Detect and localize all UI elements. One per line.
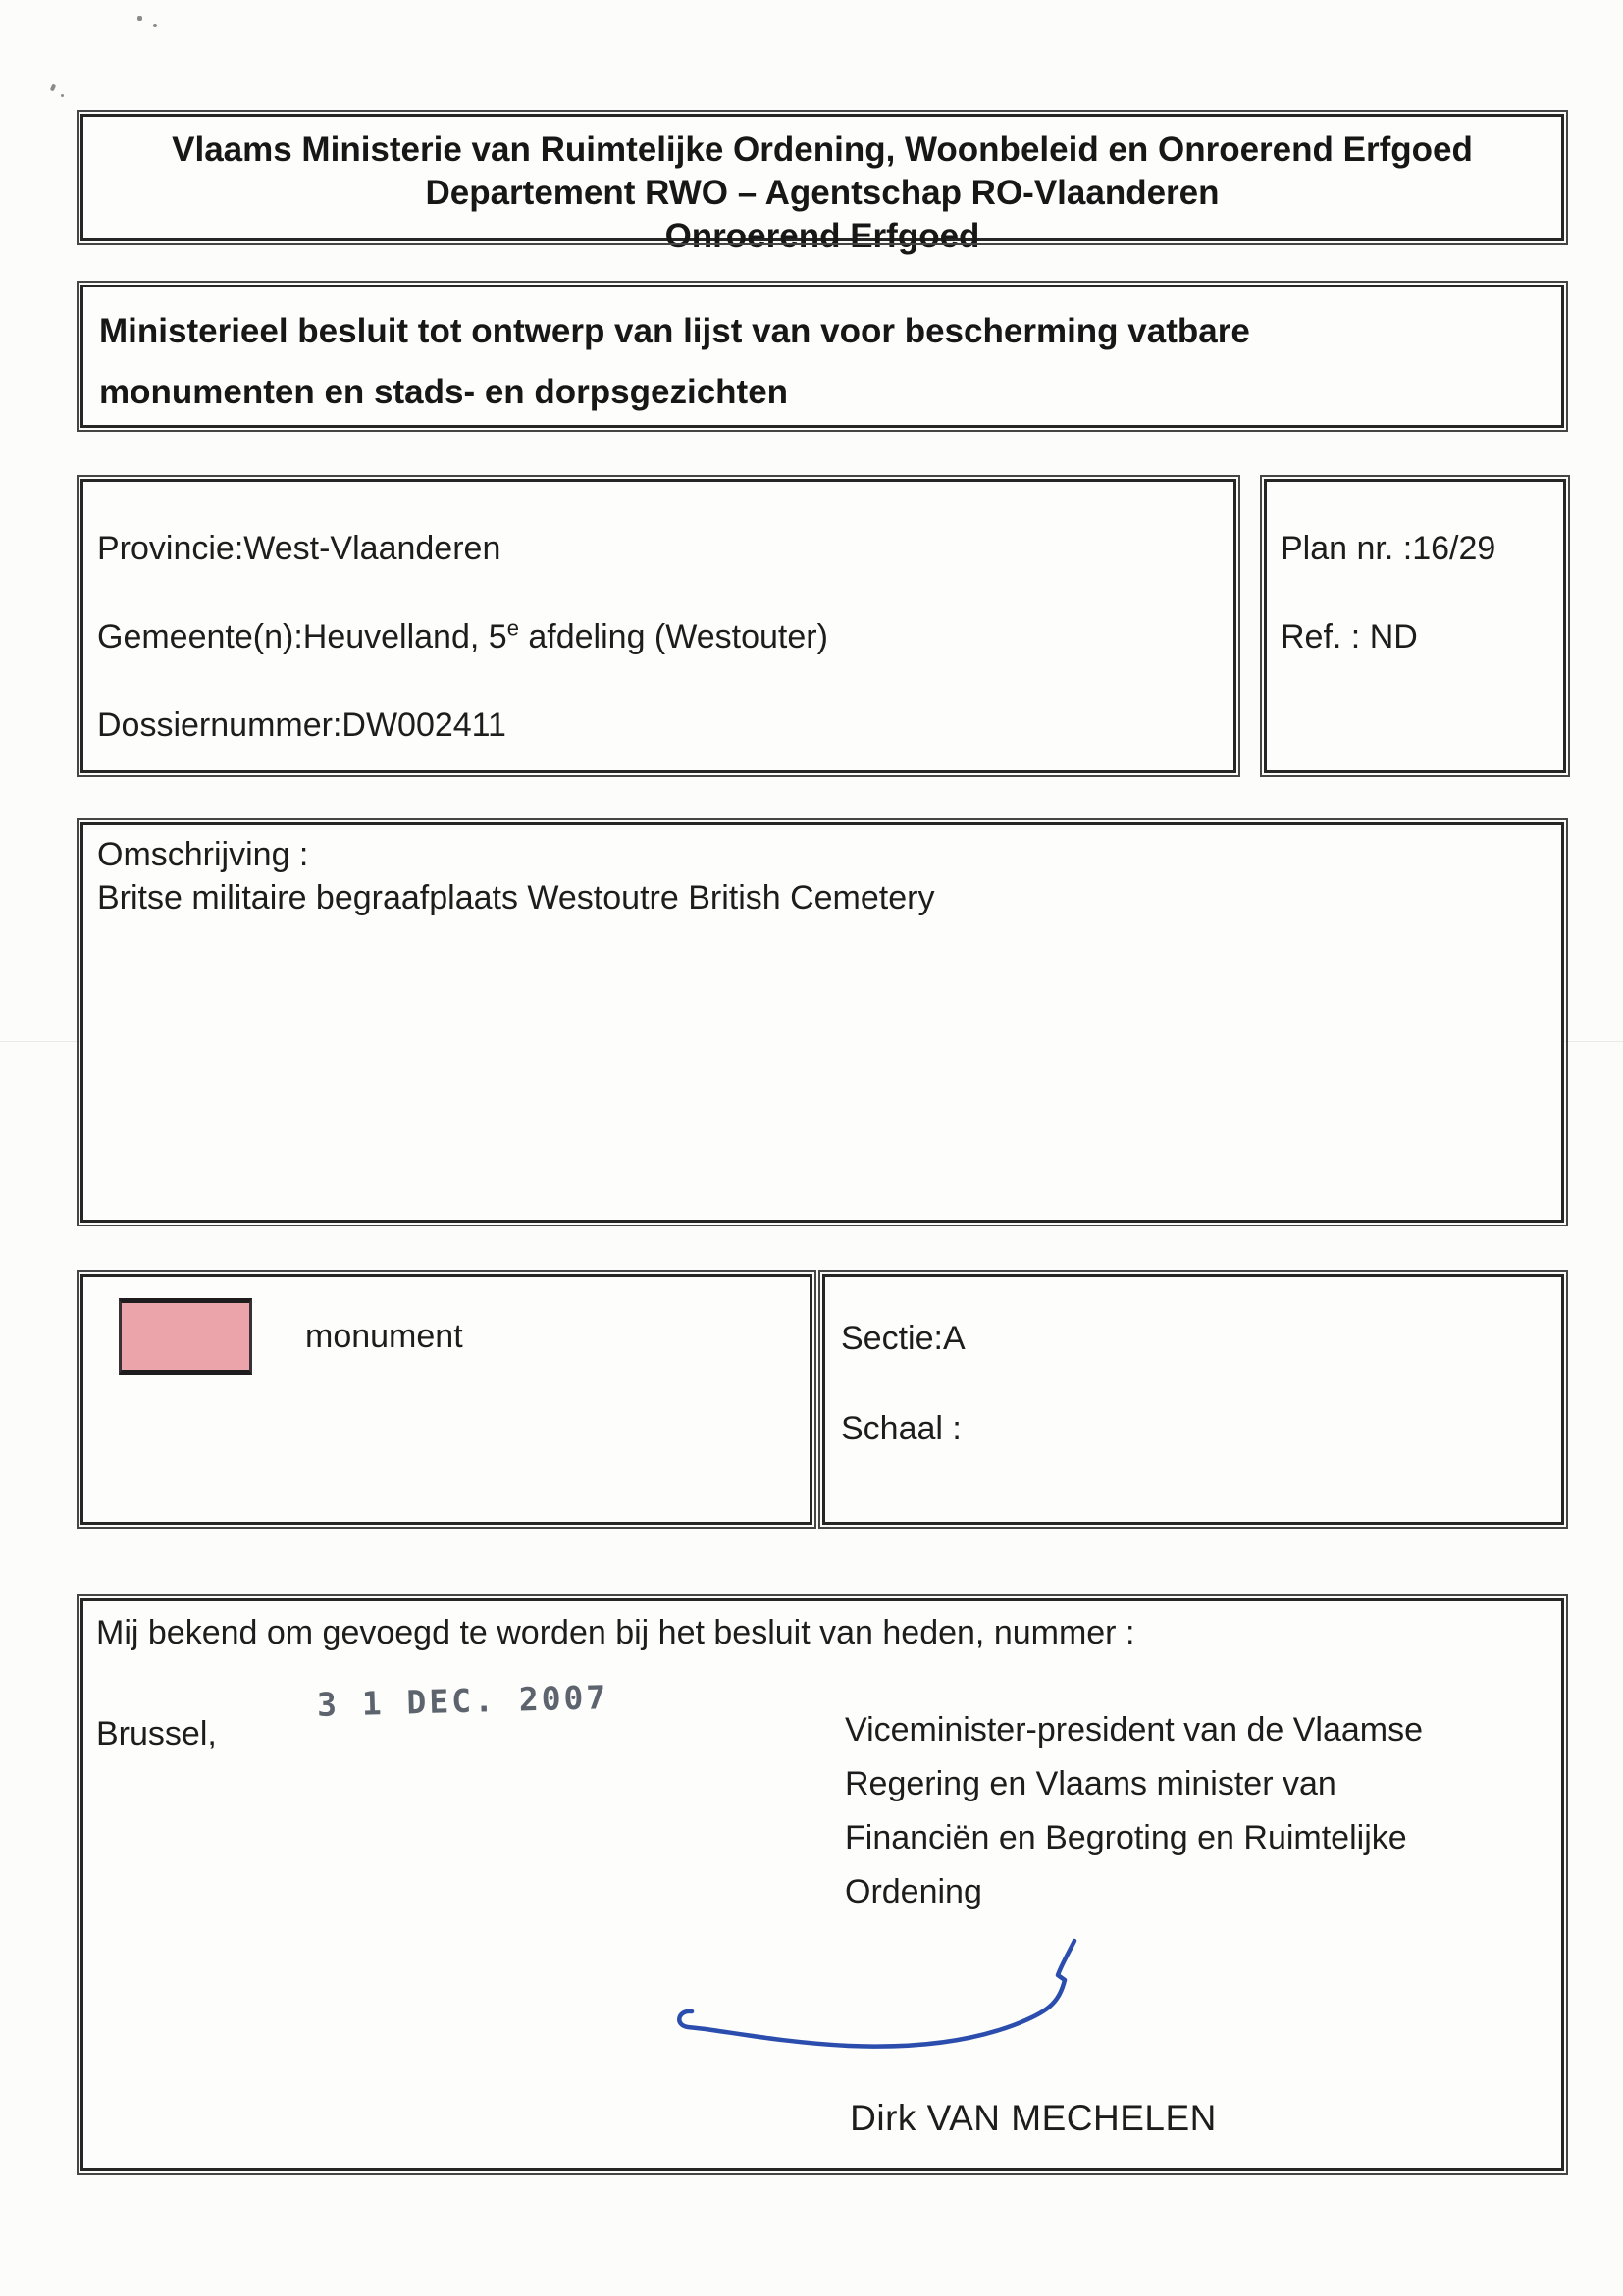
signer-name: Dirk VAN MECHELEN xyxy=(850,2098,1217,2138)
date-stamp: 3 1 DEC. 2007 xyxy=(316,1678,609,1724)
decree-title-line2: monumenten en stads- en dorpsgezichten xyxy=(99,373,789,411)
omschrijving-box xyxy=(80,822,1564,1223)
signature-stroke xyxy=(679,1941,1074,2047)
ministry-name-line2: Departement RWO – Agentschap RO-Vlaanderen xyxy=(425,174,1220,212)
intro-line: Mij bekend om gevoegd te worden bij het besluit van heden, nummer : xyxy=(96,1614,1135,1651)
handwritten-signature xyxy=(662,1937,1168,2079)
sectie-schaal-box xyxy=(822,1274,1564,1525)
scan-artifact xyxy=(61,94,64,97)
schaal-line: Schaal : xyxy=(841,1410,962,1447)
ministry-header-box xyxy=(80,114,1564,255)
place-label: Brussel, xyxy=(96,1715,217,1752)
omschrijving-label: Omschrijving : xyxy=(97,836,309,873)
plan-ref-box xyxy=(1264,479,1566,773)
plan-nr-line: Plan nr. :16/29 xyxy=(1281,530,1496,567)
gemeente-text-suffix: afdeling (Westouter) xyxy=(518,618,828,655)
ref-line: Ref. : ND xyxy=(1281,618,1418,655)
sectie-line: Sectie:A xyxy=(841,1320,966,1357)
omschrijving-value: Britse militaire begraafplaats Westoutre British Cemetery xyxy=(97,879,935,916)
location-info-box xyxy=(80,479,1236,773)
scan-artifact xyxy=(137,16,142,21)
decree-title-line1: Ministerieel besluit tot ontwerp van lijst van voor bescherming vatbare xyxy=(99,312,1250,350)
dossiernummer-line: Dossiernummer:DW002411 xyxy=(97,706,506,744)
function-line: Regering en Vlaams minister van xyxy=(845,1765,1336,1802)
scan-artifact xyxy=(153,24,157,27)
legend-box xyxy=(80,1274,812,1525)
decree-title-box xyxy=(80,285,1564,428)
ministry-name-line1: Vlaams Ministerie van Ruimtelijke Ordening, Woonbeleid en Onroerend Erfgoed xyxy=(172,130,1473,169)
monument-color-swatch xyxy=(119,1298,252,1375)
legend-label: monument xyxy=(305,1318,463,1355)
ministry-name-line3: Onroerend Erfgoed xyxy=(664,217,980,255)
function-line: Ordening xyxy=(845,1873,982,1910)
function-line: Viceminister-president van de Vlaamse xyxy=(845,1711,1423,1748)
minister-function-block xyxy=(845,1703,1423,1919)
gemeente-text: Gemeente(n):Heuvelland, 5 xyxy=(97,618,507,655)
signature-block-box xyxy=(80,1598,1564,2171)
scan-artifact xyxy=(50,83,57,91)
gemeente-line xyxy=(97,617,1233,656)
function-line: Financiën en Begroting en Ruimtelijke xyxy=(845,1819,1407,1856)
provincie-line: Provincie:West-Vlaanderen xyxy=(97,530,501,567)
gemeente-superscript: e xyxy=(506,615,519,641)
